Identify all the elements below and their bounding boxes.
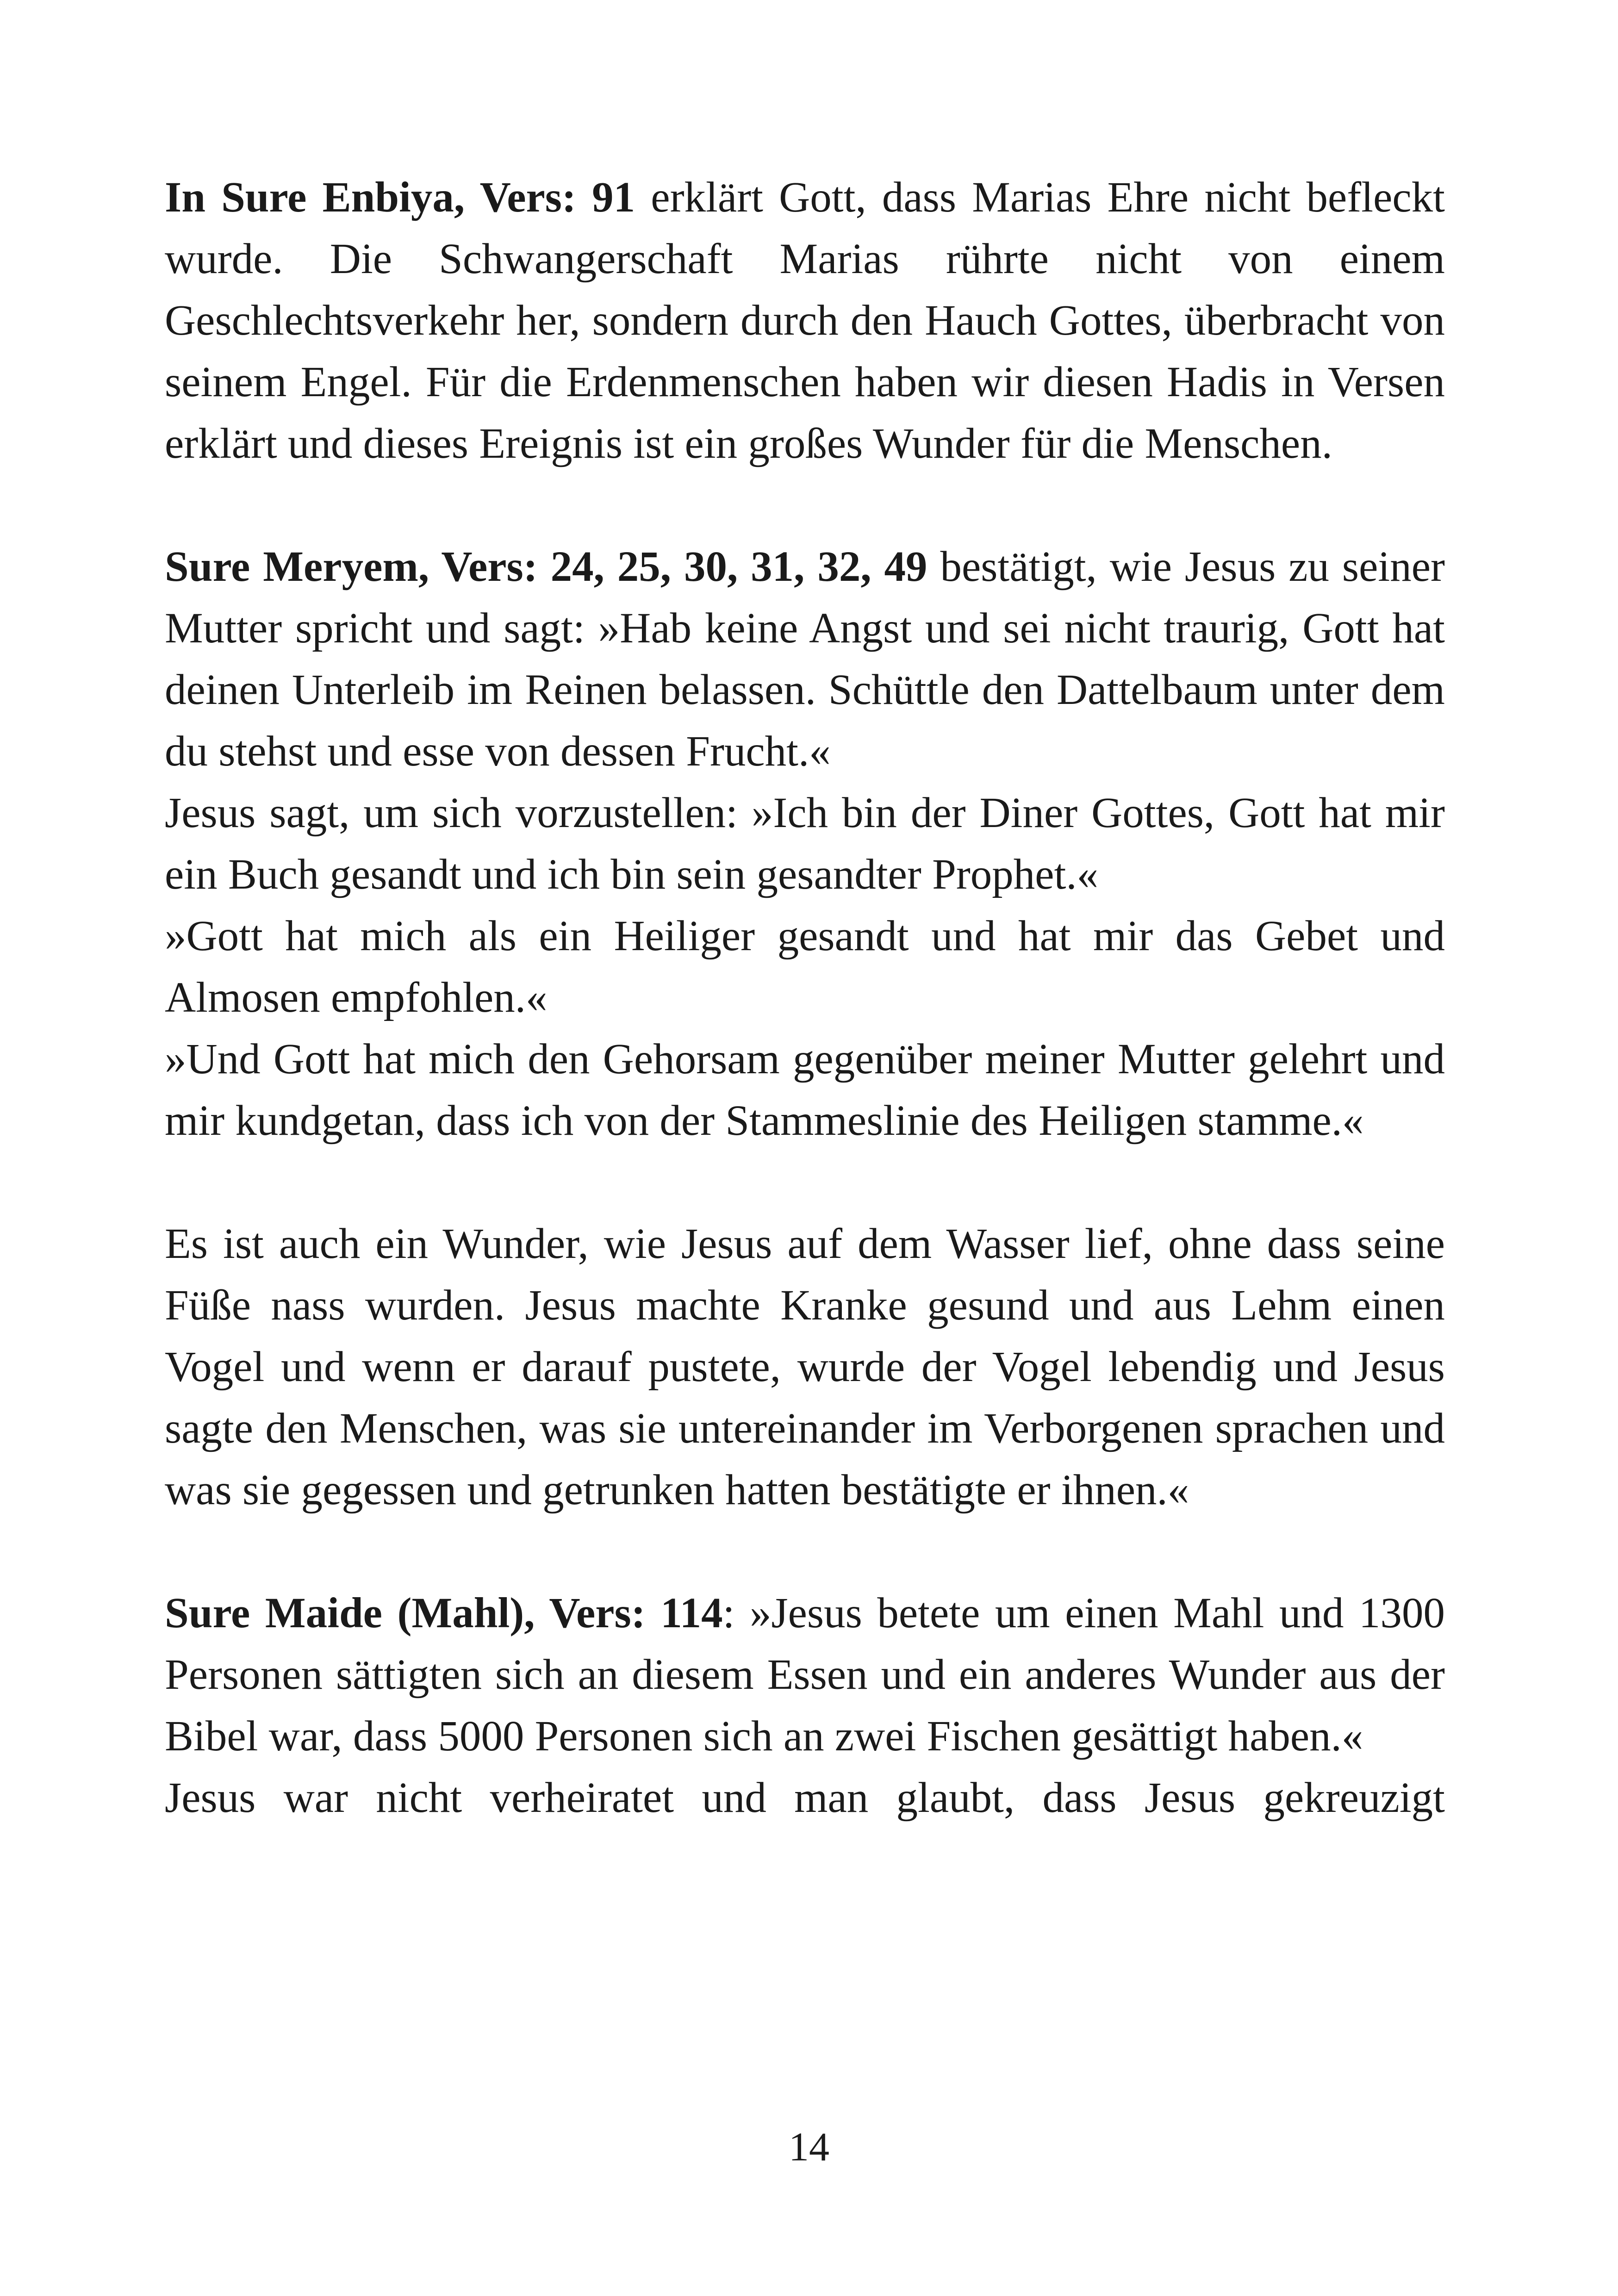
verse-reference: In Sure Enbiya, Vers: 91 xyxy=(165,174,635,221)
paragraph-crucifixion xyxy=(165,1767,1445,1829)
paragraph-text: Jesus war nicht verheiratet und man glaubt, dass Jesus gekreuzigt xyxy=(165,1774,1445,1822)
paragraph-maide xyxy=(165,1582,1445,1767)
paragraph-meryem xyxy=(165,536,1445,782)
paragraph-quote-prayer xyxy=(165,905,1445,1028)
paragraph-text: erklärt Gott, dass Marias Ehre nicht befleckt wurde. Die Schwangerschaft Marias rührte nicht von einem Geschlechtsverkehr her, sondern durch den Hauch Gottes, überbracht von seinem Engel. Für die Erdenmenschen haben wir diesen Hadis in Versen erklärt und dieses Ereignis ist ein großes Wunder für die Menschen. xyxy=(165,174,1445,467)
paragraph-text: »Und Gott hat mich den Gehorsam gegenüber meiner Mutter gelehrt und mir kundgetan, dass ich von der Stammeslinie des Heiligen stamme.« xyxy=(165,1035,1445,1145)
paragraph-text: »Gott hat mich als ein Heiliger gesandt und hat mir das Gebet und Almosen empfohlen.« xyxy=(165,912,1445,1021)
paragraph-quote-obedience xyxy=(165,1028,1445,1151)
page-number: 14 xyxy=(789,2125,829,2170)
paragraph-enbiya xyxy=(165,167,1445,474)
paragraph-text: Es ist auch ein Wunder, wie Jesus auf dem Wasser lief, ohne dass seine Füße nass wurden. Jesus machte Kranke gesund und aus Lehm einen Vogel und wenn er darauf pustete, wurde der Vogel lebendig und Jesus sagte den Menschen, was sie untereinander im Verborgenen sprachen und was sie gegessen und getrunken hatten bestätigte er ihnen.« xyxy=(165,1220,1445,1514)
paragraph-text: : »Jesus betete um einen Mahl und 1300 Personen sättigten sich an diesem Essen und ein anderes Wunder aus der Bibel war, dass 5000 Personen sich an zwei Fischen gesättigt haben.« xyxy=(165,1589,1445,1760)
verse-reference: Sure Maide (Mahl), Vers: 114 xyxy=(165,1589,723,1637)
paragraph-jesus-introduction xyxy=(165,782,1445,905)
paragraph-text: Jesus sagt, um sich vorzustellen: »Ich bin der Diner Gottes, Gott hat mir ein Buch gesandt und ich bin sein gesandter Prophet.« xyxy=(165,789,1445,898)
paragraph-text: bestätigt, wie Jesus zu seiner Mutter spricht und sagt: »Hab keine Angst und sei nicht traurig, Gott hat deinen Unterleib im Reinen belassen. Schüttle den Dattelbaum unter dem du stehst und esse von dessen Frucht.« xyxy=(165,543,1445,775)
verse-reference: Sure Meryem, Vers: 24, 25, 30, 31, 32, 49 xyxy=(165,543,927,591)
paragraph-miracles xyxy=(165,1213,1445,1521)
page-body xyxy=(165,167,1445,1829)
